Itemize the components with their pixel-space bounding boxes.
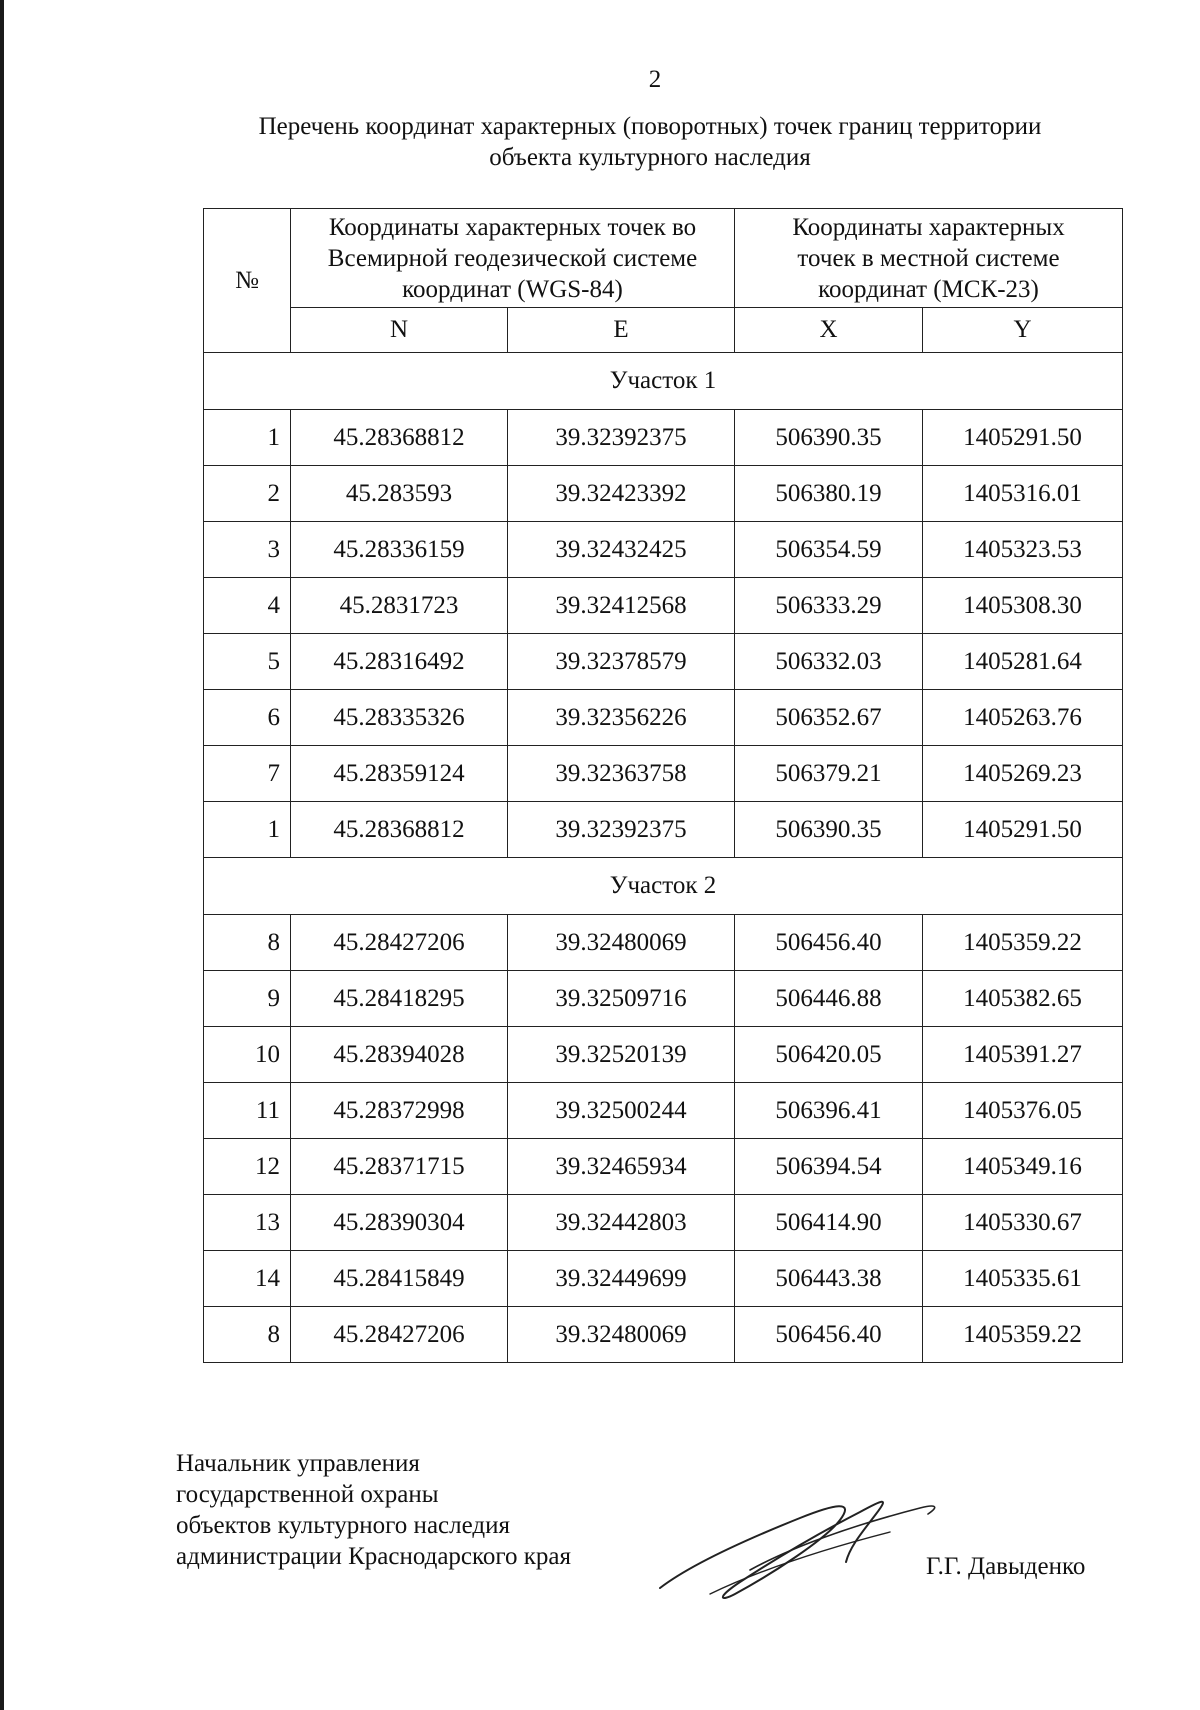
cell-n: 45.28316492 bbox=[291, 634, 508, 690]
cell-n: 45.28418295 bbox=[291, 971, 508, 1027]
cell-y: 1405291.50 bbox=[923, 410, 1123, 466]
cell-e: 39.32363758 bbox=[508, 746, 735, 802]
cell-y: 1405359.22 bbox=[923, 915, 1123, 971]
table-row bbox=[204, 410, 1123, 466]
cell-x: 506396.41 bbox=[735, 1083, 923, 1139]
cell-e: 39.32449699 bbox=[508, 1251, 735, 1307]
signatory-position-line-1: Начальник управления bbox=[176, 1450, 420, 1477]
cell-no: 8 bbox=[204, 1307, 291, 1363]
table-row bbox=[204, 466, 1123, 522]
cell-e: 39.32465934 bbox=[508, 1139, 735, 1195]
table-row bbox=[204, 690, 1123, 746]
section-label: Участок 1 bbox=[204, 353, 1123, 410]
section-label: Участок 2 bbox=[204, 858, 1123, 915]
cell-y: 1405281.64 bbox=[923, 634, 1123, 690]
cell-x: 506380.19 bbox=[735, 466, 923, 522]
cell-no: 3 bbox=[204, 522, 291, 578]
cell-y: 1405391.27 bbox=[923, 1027, 1123, 1083]
cell-n: 45.283593 bbox=[291, 466, 508, 522]
cell-x: 506420.05 bbox=[735, 1027, 923, 1083]
cell-x: 506354.59 bbox=[735, 522, 923, 578]
cell-x: 506390.35 bbox=[735, 410, 923, 466]
cell-x: 506394.54 bbox=[735, 1139, 923, 1195]
header-x: X bbox=[735, 308, 923, 353]
cell-n: 45.28371715 bbox=[291, 1139, 508, 1195]
cell-no: 4 bbox=[204, 578, 291, 634]
cell-x: 506379.21 bbox=[735, 746, 923, 802]
cell-y: 1405308.30 bbox=[923, 578, 1123, 634]
section-row bbox=[204, 858, 1123, 915]
handwritten-signature bbox=[650, 1470, 950, 1610]
cell-x: 506443.38 bbox=[735, 1251, 923, 1307]
header-wgs84 bbox=[291, 209, 735, 308]
cell-y: 1405323.53 bbox=[923, 522, 1123, 578]
cell-no: 14 bbox=[204, 1251, 291, 1307]
cell-e: 39.32356226 bbox=[508, 690, 735, 746]
signatory-position-line-3: объектов культурного наследия bbox=[176, 1512, 510, 1539]
cell-e: 39.32412568 bbox=[508, 578, 735, 634]
table-row bbox=[204, 746, 1123, 802]
header-number: № bbox=[204, 209, 291, 353]
cell-e: 39.32480069 bbox=[508, 1307, 735, 1363]
header-n: N bbox=[291, 308, 508, 353]
cell-n: 45.28372998 bbox=[291, 1083, 508, 1139]
cell-no: 6 bbox=[204, 690, 291, 746]
table-row bbox=[204, 1083, 1123, 1139]
header-wgs84-line-2: Всемирной геодезической системе bbox=[327, 244, 698, 272]
header-wgs84-line-3: координат (WGS-84) bbox=[402, 275, 623, 303]
cell-x: 506414.90 bbox=[735, 1195, 923, 1251]
document-title bbox=[190, 111, 1110, 173]
signatory-name: Г.Г. Давыденко bbox=[926, 1553, 1086, 1580]
cell-e: 39.32442803 bbox=[508, 1195, 735, 1251]
cell-x: 506333.29 bbox=[735, 578, 923, 634]
cell-e: 39.32392375 bbox=[508, 802, 735, 858]
header-msk23-line-3: координат (МСК-23) bbox=[818, 275, 1039, 303]
cell-y: 1405269.23 bbox=[923, 746, 1123, 802]
cell-n: 45.28368812 bbox=[291, 410, 508, 466]
header-wgs84-line-1: Координаты характерных точек во bbox=[328, 213, 697, 241]
table-row bbox=[204, 1195, 1123, 1251]
cell-no: 2 bbox=[204, 466, 291, 522]
header-e: E bbox=[508, 308, 735, 353]
coordinates-table-body bbox=[204, 353, 1123, 1363]
cell-n: 45.28368812 bbox=[291, 802, 508, 858]
signatory-position-line-2: государственной охраны bbox=[176, 1481, 439, 1508]
cell-n: 45.28359124 bbox=[291, 746, 508, 802]
table-row bbox=[204, 1027, 1123, 1083]
cell-y: 1405349.16 bbox=[923, 1139, 1123, 1195]
cell-n: 45.28336159 bbox=[291, 522, 508, 578]
cell-e: 39.32500244 bbox=[508, 1083, 735, 1139]
header-msk23-line-1: Координаты характерных bbox=[792, 213, 1065, 241]
coordinates-table bbox=[203, 208, 1123, 1363]
cell-x: 506352.67 bbox=[735, 690, 923, 746]
cell-e: 39.32392375 bbox=[508, 410, 735, 466]
cell-no: 12 bbox=[204, 1139, 291, 1195]
cell-no: 8 bbox=[204, 915, 291, 971]
cell-n: 45.28394028 bbox=[291, 1027, 508, 1083]
cell-x: 506446.88 bbox=[735, 971, 923, 1027]
cell-no: 13 bbox=[204, 1195, 291, 1251]
cell-e: 39.32520139 bbox=[508, 1027, 735, 1083]
cell-e: 39.32378579 bbox=[508, 634, 735, 690]
signatory-position bbox=[176, 1448, 571, 1572]
table-row bbox=[204, 1139, 1123, 1195]
cell-e: 39.32480069 bbox=[508, 915, 735, 971]
page-number: 2 bbox=[648, 66, 662, 93]
cell-n: 45.28390304 bbox=[291, 1195, 508, 1251]
cell-y: 1405316.01 bbox=[923, 466, 1123, 522]
section-row bbox=[204, 353, 1123, 410]
cell-y: 1405263.76 bbox=[923, 690, 1123, 746]
table-row bbox=[204, 1251, 1123, 1307]
table-row bbox=[204, 915, 1123, 971]
cell-y: 1405335.61 bbox=[923, 1251, 1123, 1307]
cell-x: 506390.35 bbox=[735, 802, 923, 858]
signatory-position-line-4: администрации Краснодарского края bbox=[176, 1543, 572, 1570]
table-row bbox=[204, 1307, 1123, 1363]
cell-x: 506456.40 bbox=[735, 915, 923, 971]
document-title-line-2: объекта культурного наследия bbox=[489, 144, 811, 171]
cell-no: 1 bbox=[204, 802, 291, 858]
header-msk23 bbox=[735, 209, 1123, 308]
table-row bbox=[204, 971, 1123, 1027]
cell-y: 1405376.05 bbox=[923, 1083, 1123, 1139]
cell-no: 1 bbox=[204, 410, 291, 466]
cell-no: 11 bbox=[204, 1083, 291, 1139]
cell-no: 9 bbox=[204, 971, 291, 1027]
table-row bbox=[204, 578, 1123, 634]
cell-x: 506456.40 bbox=[735, 1307, 923, 1363]
cell-y: 1405291.50 bbox=[923, 802, 1123, 858]
cell-y: 1405382.65 bbox=[923, 971, 1123, 1027]
cell-e: 39.32432425 bbox=[508, 522, 735, 578]
cell-x: 506332.03 bbox=[735, 634, 923, 690]
cell-no: 7 bbox=[204, 746, 291, 802]
cell-e: 39.32423392 bbox=[508, 466, 735, 522]
table-row bbox=[204, 522, 1123, 578]
cell-no: 5 bbox=[204, 634, 291, 690]
cell-n: 45.28427206 bbox=[291, 1307, 508, 1363]
cell-e: 39.32509716 bbox=[508, 971, 735, 1027]
cell-y: 1405330.67 bbox=[923, 1195, 1123, 1251]
header-msk23-line-2: точек в местной системе bbox=[797, 244, 1060, 272]
header-y: Y bbox=[923, 308, 1123, 353]
table-row bbox=[204, 802, 1123, 858]
cell-no: 10 bbox=[204, 1027, 291, 1083]
cell-n: 45.2831723 bbox=[291, 578, 508, 634]
cell-n: 45.28415849 bbox=[291, 1251, 508, 1307]
cell-y: 1405359.22 bbox=[923, 1307, 1123, 1363]
page-edge bbox=[0, 0, 4, 1710]
table-row bbox=[204, 634, 1123, 690]
cell-n: 45.28427206 bbox=[291, 915, 508, 971]
document-title-line-1: Перечень координат характерных (поворотных) точек границ территории bbox=[258, 113, 1042, 140]
cell-n: 45.28335326 bbox=[291, 690, 508, 746]
